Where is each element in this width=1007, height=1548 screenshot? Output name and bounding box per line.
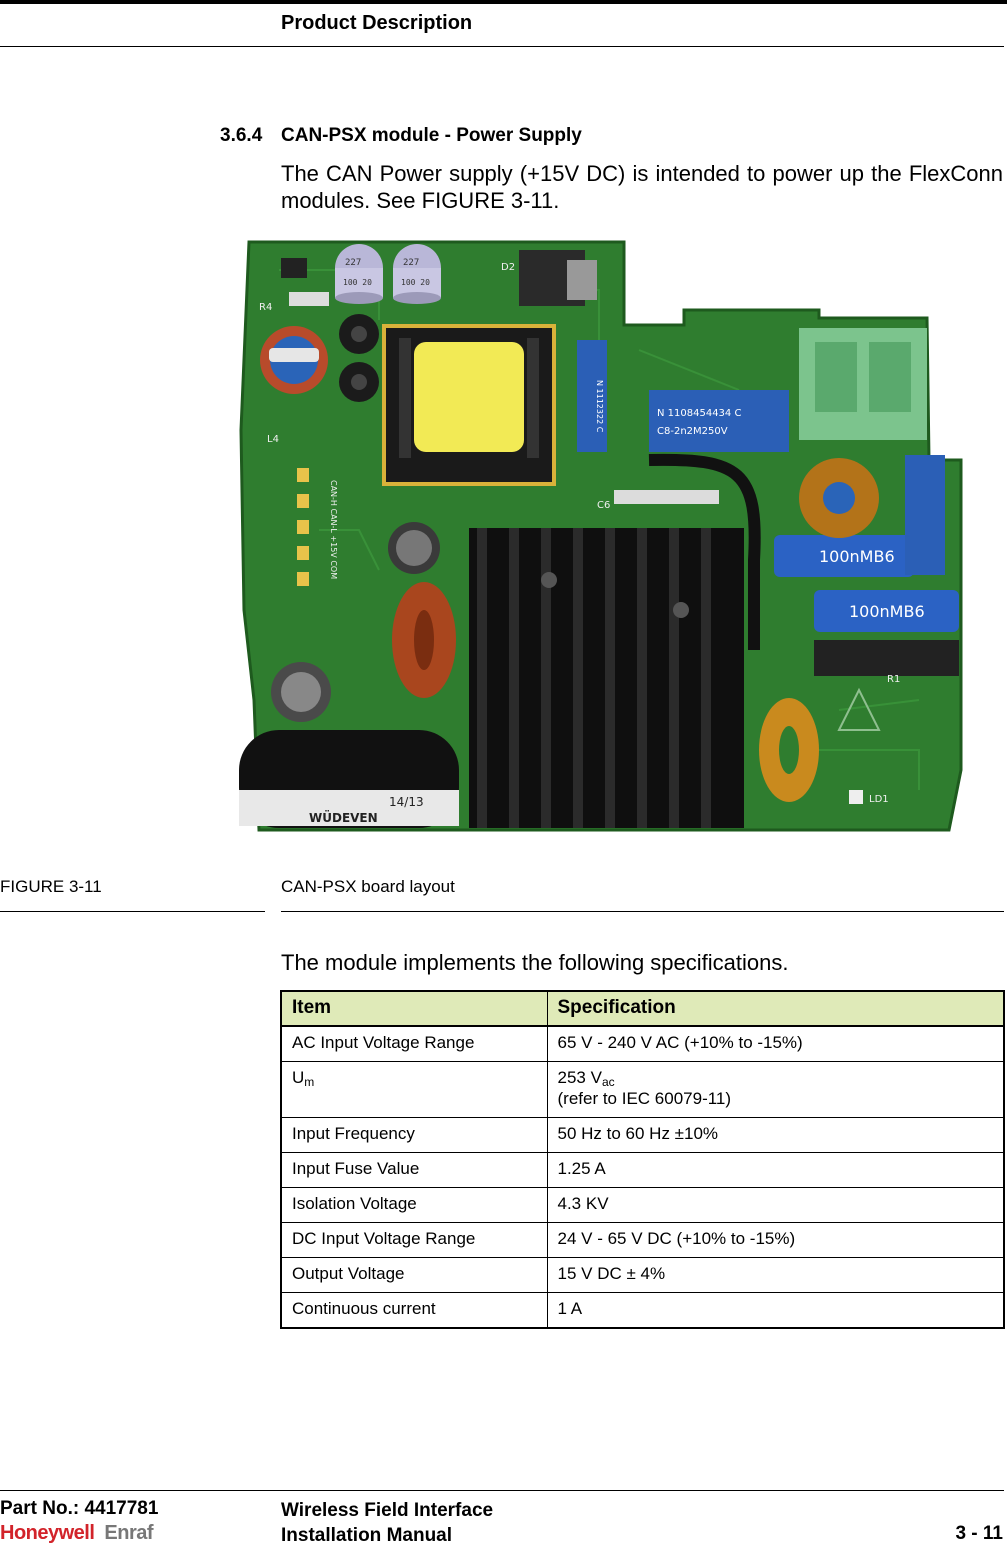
- spec-cell: 15 V DC ± 4%: [547, 1258, 1004, 1293]
- figure-rule-right: [281, 911, 1004, 912]
- spec-cell: 1.25 A: [547, 1153, 1004, 1188]
- bulk-capacitor: [239, 730, 459, 828]
- honeywell-logo: Honeywell: [0, 1522, 95, 1544]
- terminal-block: [799, 328, 927, 440]
- heatsink: [469, 528, 744, 828]
- x-capacitor-2: [814, 590, 959, 632]
- figure-rule-left: [0, 911, 265, 912]
- column-header-item: Item: [281, 991, 547, 1026]
- spec-cell: 1 A: [547, 1293, 1004, 1329]
- specs-intro: The module implements the following specifications.: [281, 950, 789, 975]
- manual-title: [281, 1498, 493, 1548]
- item-cell: Isolation Voltage: [281, 1188, 547, 1223]
- svg-text:C6: C6: [597, 500, 611, 511]
- capacitor-top-right: [393, 244, 441, 304]
- cap1-text: 227: [345, 258, 362, 268]
- item-cell: AC Input Voltage Range: [281, 1026, 547, 1062]
- svg-text:R4: R4: [259, 302, 273, 313]
- svg-text:227: 227: [403, 258, 420, 268]
- figure-label: FIGURE 3-11: [0, 877, 102, 896]
- spec-cell: 253 $V_{ac}$ (refer to IEC 60079-11): [547, 1062, 1004, 1118]
- running-header: Product Description: [281, 12, 473, 34]
- svg-text:LD1: LD1: [869, 794, 889, 805]
- transformer: [384, 326, 554, 484]
- svg-text:D2: D2: [501, 262, 516, 273]
- table-header-row: [281, 991, 1004, 1026]
- svg-text:CAN-H CAN-L +15V COM: CAN-H CAN-L +15V COM: [329, 480, 338, 580]
- spec-cell: 50 Hz to 60 Hz ±10%: [547, 1118, 1004, 1153]
- svg-text:WÜDEVEN: WÜDEVEN: [309, 811, 378, 825]
- svg-text:L4: L4: [267, 434, 279, 445]
- section-title: CAN-PSX module - Power Supply: [281, 125, 582, 146]
- spec-cell: 24 V - 65 V DC (+10% to -15%): [547, 1223, 1004, 1258]
- inductor-left: [392, 582, 456, 698]
- svg-text:R1: R1: [887, 674, 901, 685]
- svg-text:100nMB6: 100nMB6: [849, 602, 925, 621]
- section-intro: The CAN Power supply (+15V DC) is intended to power up the FlexConn modules. See FIGURE 3-11.: [281, 161, 1003, 213]
- column-header-spec: Specification: [547, 991, 1004, 1026]
- svg-text:N 1108454434 C: N 1108454434 C: [657, 408, 742, 419]
- item-cell: DC Input Voltage Range: [281, 1223, 547, 1258]
- section-number: 3.6.4: [220, 125, 263, 146]
- spec-cell: 65 V - 240 V AC (+10% to -15%): [547, 1026, 1004, 1062]
- y-capacitor-top: [649, 390, 789, 452]
- part-number: Part No.: 4417781: [0, 1498, 159, 1519]
- item-cell: $U_m$: [281, 1062, 547, 1118]
- item-cell: Input Fuse Value: [281, 1153, 547, 1188]
- manual-title-line1: Wireless Field Interface: [281, 1500, 494, 1521]
- brand-logo: [0, 1522, 153, 1545]
- table-row: [281, 1118, 1004, 1153]
- table-row: [281, 1153, 1004, 1188]
- table-row: [281, 1258, 1004, 1293]
- table-row: [281, 1062, 1004, 1118]
- svg-text:100 20: 100 20: [401, 278, 430, 287]
- table-row: [281, 1223, 1004, 1258]
- svg-text:100nMB6: 100nMB6: [819, 547, 895, 566]
- page-number: 3 - 11: [955, 1523, 1003, 1544]
- svg-text:N 1112322 C: N 1112322 C: [595, 380, 604, 433]
- common-mode-choke-left: [260, 326, 328, 394]
- svg-text:14/13: 14/13: [389, 795, 424, 809]
- figure-caption: CAN-PSX board layout: [281, 877, 455, 896]
- spec-note: (refer to IEC 60079-11): [557, 1089, 732, 1108]
- header-rule: [0, 46, 1004, 47]
- footer-rule: [0, 1490, 1004, 1491]
- item-cell: Input Frequency: [281, 1118, 547, 1153]
- capacitor-top-left: [335, 244, 383, 304]
- manual-title-line2: Installation Manual: [281, 1525, 453, 1546]
- svg-text:C8-2n2M250V: C8-2n2M250V: [657, 426, 728, 437]
- toroid-right: [799, 458, 879, 538]
- board-photo: [219, 230, 969, 851]
- item-cell: Output Voltage: [281, 1258, 547, 1293]
- blue-capacitor-center: [577, 340, 607, 452]
- spec-table: [280, 990, 1005, 1329]
- table-row: [281, 1026, 1004, 1062]
- table-row: [281, 1293, 1004, 1329]
- table-row: [281, 1188, 1004, 1223]
- item-cell: Continuous current: [281, 1293, 547, 1329]
- enraf-logo: Enraf: [104, 1522, 154, 1544]
- spec-cell: 4.3 KV: [547, 1188, 1004, 1223]
- top-bar: [0, 0, 1007, 4]
- toroid-bottom-right: [759, 698, 819, 802]
- svg-text:100 20: 100 20: [343, 278, 372, 287]
- capacitor-mid-left: [388, 522, 440, 574]
- x-capacitor-1: [774, 535, 914, 577]
